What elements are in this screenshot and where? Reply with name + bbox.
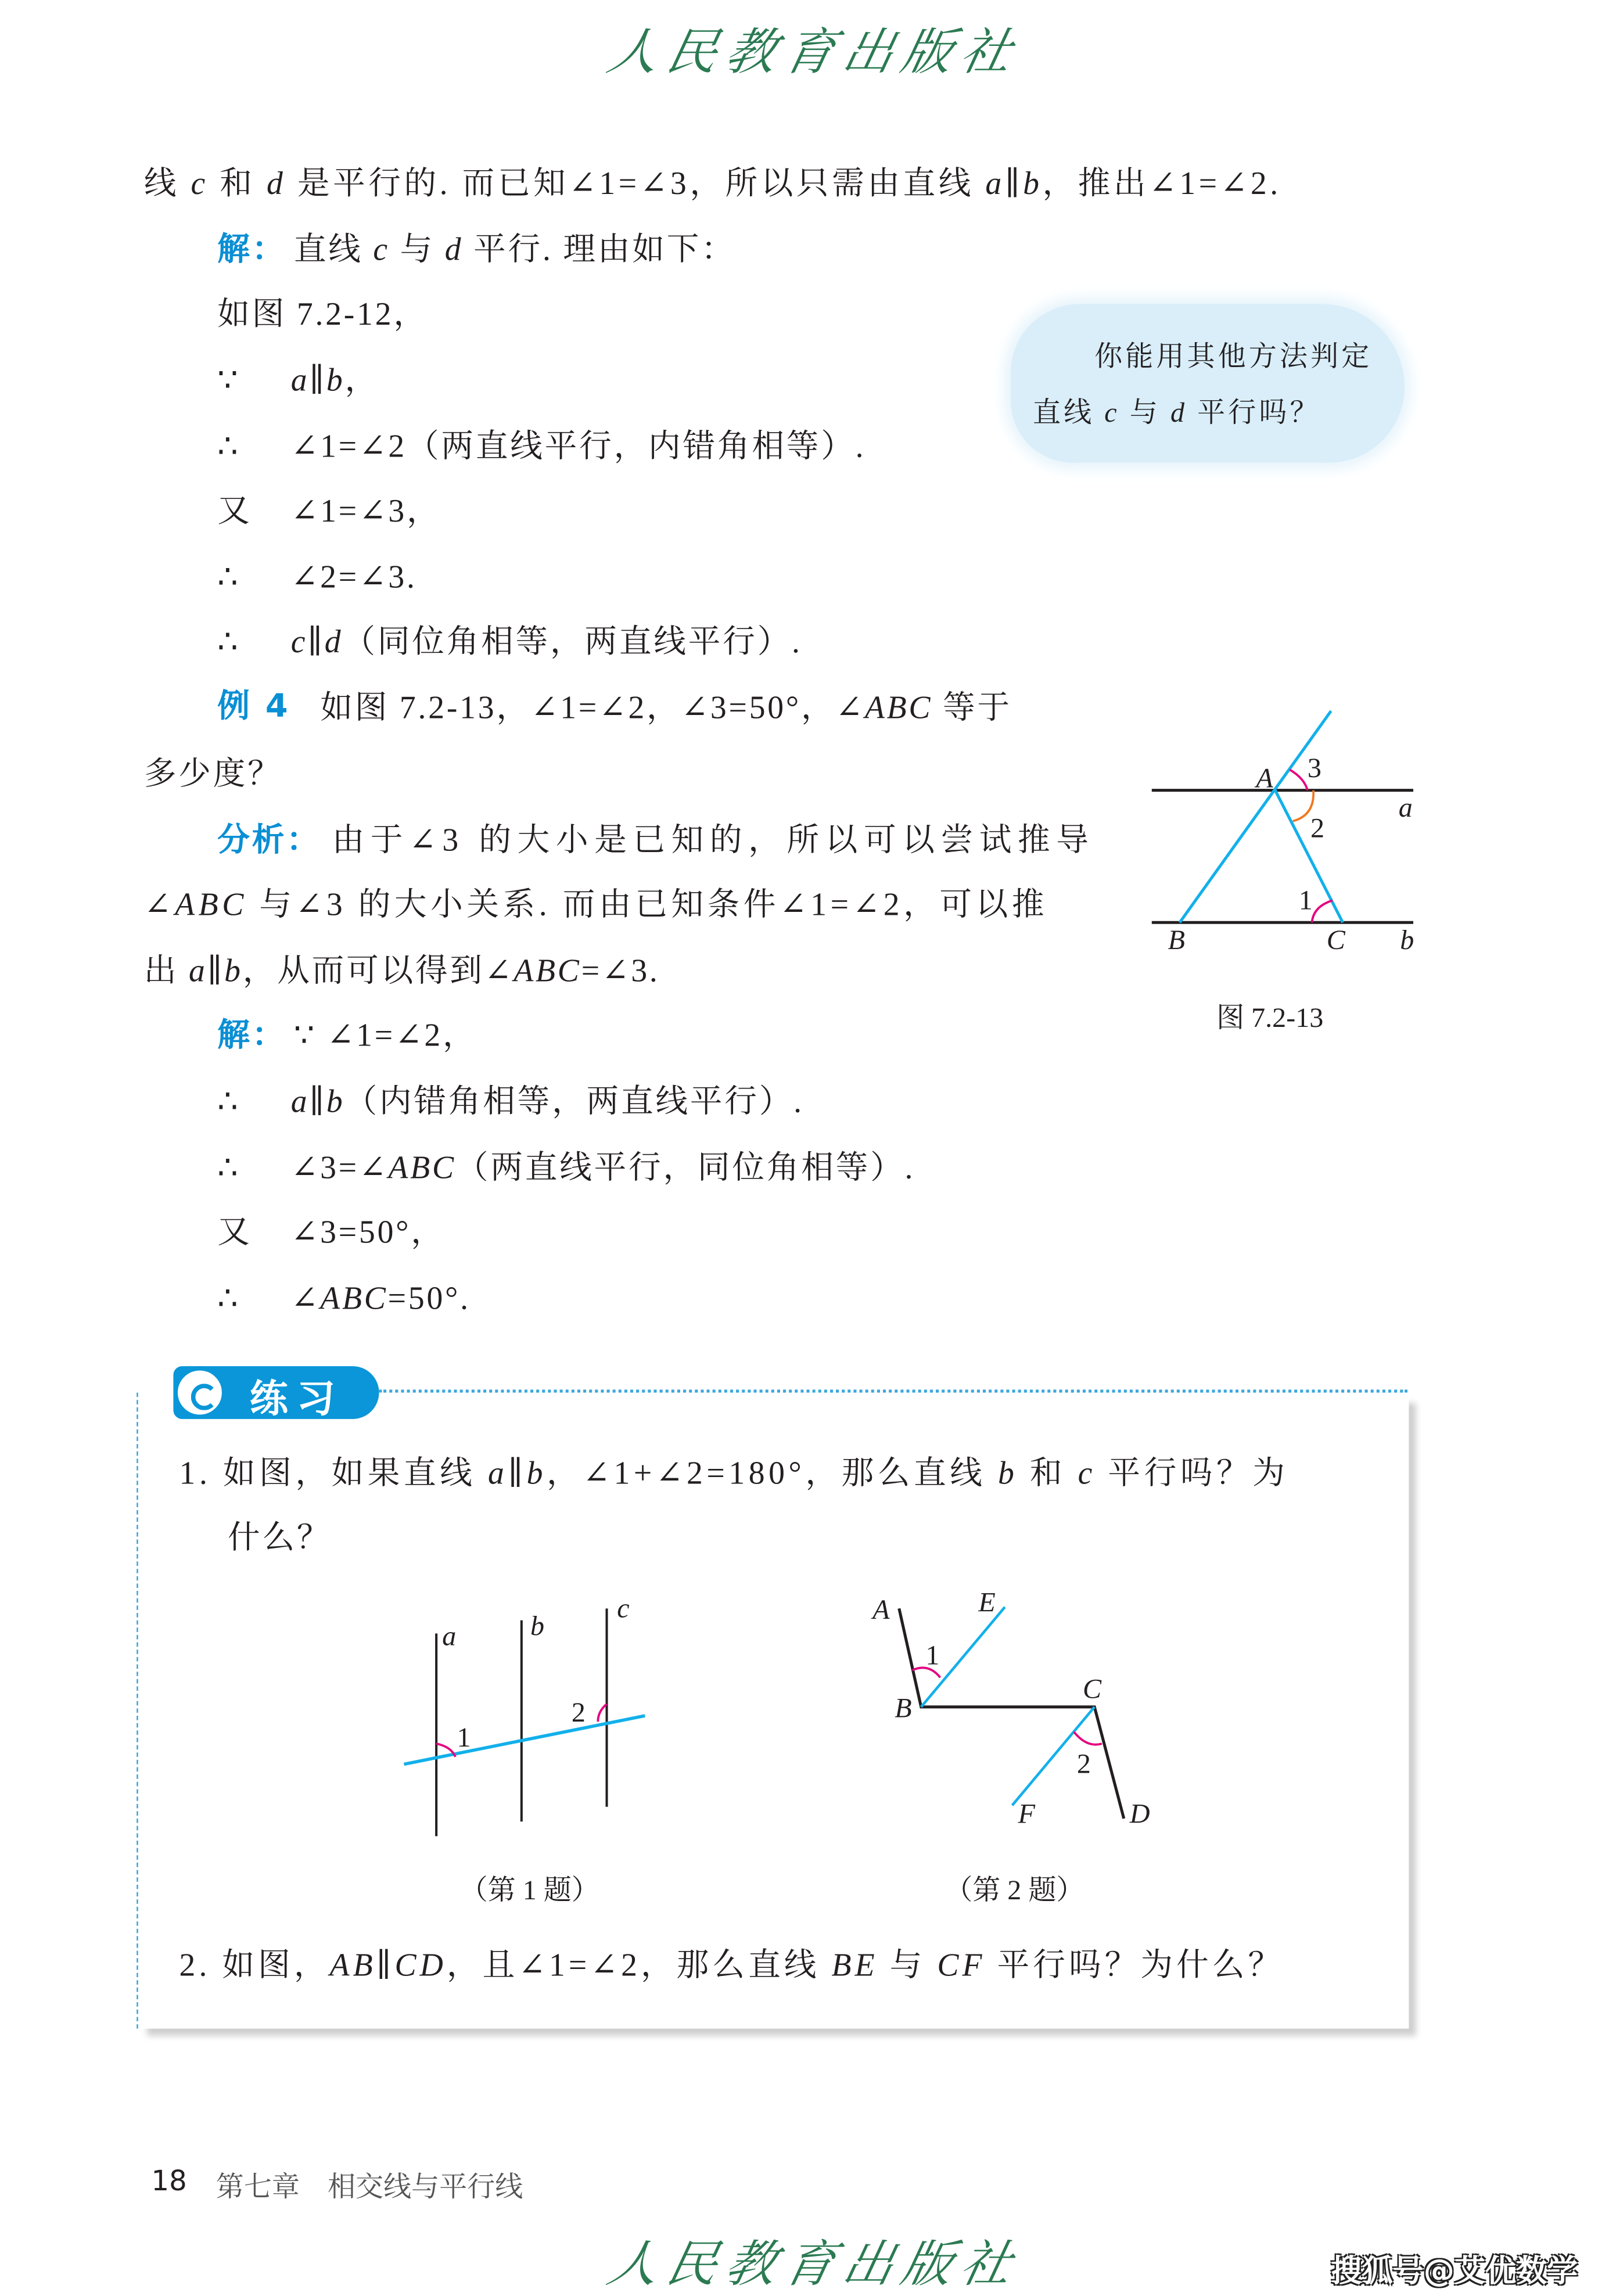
label-A: A — [872, 1594, 890, 1626]
text-line: 线 c 和 d 是平行的. 而已知∠1=∠3，所以只需由直线 a∥b，推出∠1=∠2. — [143, 164, 1281, 202]
label-b: b — [530, 1610, 545, 1641]
question-1-cont: 什么？ — [228, 1519, 332, 1556]
step-symbol: 又 — [217, 1213, 252, 1251]
step-text: a∥b， — [290, 361, 379, 398]
step-symbol: ∴ — [217, 623, 240, 660]
label-c: c — [617, 1593, 630, 1624]
step-text: ∠2=∠3. — [290, 558, 417, 595]
example-text: 如图 7.2-13，∠1=∠2，∠3=50°，∠ABC 等于 — [320, 689, 1012, 726]
solution-label: 解： — [217, 231, 287, 268]
question-1: 1. 如图，如果直线 a∥b，∠1+∠2=180°，那么直线 b 和 c 平行吗？为 — [179, 1454, 1289, 1492]
analysis-label: 分析： — [217, 821, 321, 858]
question-2: 2. 如图，AB∥CD，且∠1=∠2，那么直线 BE 与 CF 平行吗？为什么？ — [179, 1946, 1284, 1984]
text-line: 如图 7.2-12， — [217, 295, 428, 332]
label-D: D — [1129, 1798, 1150, 1830]
step-symbol: ∴ — [217, 427, 240, 465]
label-C: C — [1082, 1673, 1102, 1705]
step-text: ∠1=∠3， — [290, 492, 441, 529]
label-E: E — [978, 1587, 996, 1618]
publisher-logo-bottom: 人民教育出版社 — [602, 2236, 1026, 2295]
label-1: 1 — [925, 1640, 940, 1671]
label-A: A — [1256, 763, 1273, 794]
label-3: 3 — [1307, 752, 1321, 784]
page-number: 18 — [151, 2165, 187, 2198]
label-B: B — [895, 1693, 912, 1724]
figure-caption: 图 7.2-13 — [1216, 1002, 1324, 1033]
label-2: 2 — [571, 1697, 586, 1729]
step-text: ∠3=∠ABC（两直线平行，同位角相等）. — [290, 1148, 915, 1185]
watermark: 搜狐号@艾优数学 — [1331, 2253, 1578, 2289]
label-1: 1 — [457, 1722, 471, 1754]
step-text: c∥d（同位角相等，两直线平行）. — [290, 623, 802, 660]
step-text: ∠ABC=50°. — [290, 1279, 471, 1317]
chapter-title: 第七章 相交线与平行线 — [216, 2171, 523, 2204]
text-line: 直线 c 与 d 平行. 理由如下： — [293, 231, 736, 268]
step-text: ∠1=∠2（两直线平行，内错角相等）. — [290, 427, 866, 465]
example-text: 多少度？ — [143, 754, 282, 792]
step-text: ∵ ∠1=∠2， — [293, 1016, 477, 1054]
step-symbol: ∴ — [217, 558, 240, 595]
step-text: ∠3=50°， — [290, 1213, 446, 1251]
label-C: C — [1326, 924, 1345, 955]
label-2: 2 — [1076, 1748, 1091, 1780]
angle-2-arc — [1074, 1732, 1102, 1745]
publisher-logo-top: 人民教育出版社 — [602, 23, 1026, 82]
label-B: B — [1168, 924, 1185, 955]
step-symbol: ∴ — [217, 1148, 240, 1185]
bubble-text: 你能用其他方法判定 — [1094, 342, 1373, 373]
example-label: 例 4 — [217, 689, 290, 726]
step-text: a∥b（内错角相等，两直线平行）. — [290, 1082, 804, 1120]
label-a: a — [442, 1621, 457, 1652]
label-1: 1 — [1298, 885, 1313, 916]
label-F: F — [1018, 1798, 1036, 1830]
step-symbol: ∴ — [217, 1082, 240, 1120]
figure-question-2 — [871, 1587, 1150, 1906]
label-a: a — [1398, 792, 1413, 824]
bubble-text: 直线 c 与 d 平行吗？ — [1032, 398, 1321, 429]
label-b: b — [1400, 924, 1414, 955]
figure-caption: （第 2 题） — [945, 1875, 1084, 1906]
step-symbol: ∴ — [217, 1279, 240, 1317]
transversal — [404, 1716, 645, 1764]
figure-question-1 — [404, 1593, 645, 1906]
step-symbol: 又 — [217, 492, 252, 529]
step-symbol: ∵ — [217, 361, 240, 398]
analysis-line: ∠ABC 与∠3 的大小关系. 而由已知条件∠1=∠2，可以推 — [143, 886, 1048, 923]
exercise-title: 练习 — [249, 1378, 344, 1422]
solution-label: 解： — [217, 1016, 287, 1054]
figure-caption: （第 1 题） — [459, 1875, 599, 1906]
analysis-line: 由于∠3 的大小是已知的，所以可以尝试推导 — [332, 821, 1095, 858]
analysis-line: 出 a∥b，从而可以得到∠ABC=∠3. — [143, 951, 660, 989]
label-2: 2 — [1310, 813, 1324, 844]
angle-2-arc — [598, 1704, 606, 1722]
